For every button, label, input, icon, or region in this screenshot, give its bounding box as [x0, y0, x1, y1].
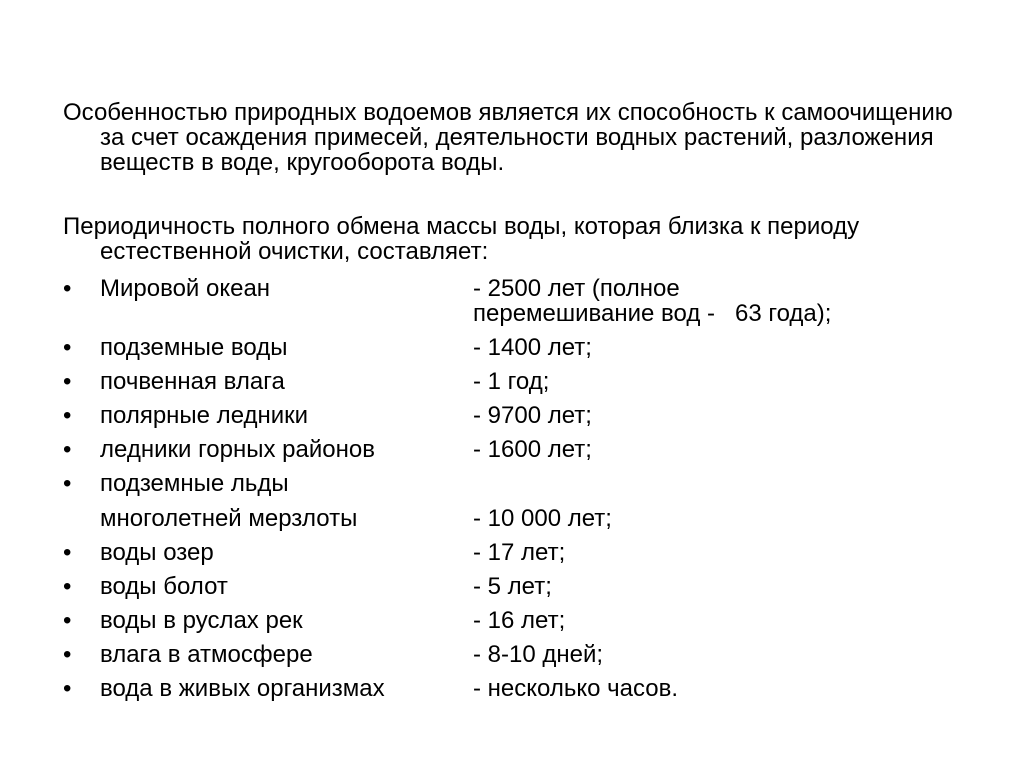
item-name: многолетней мерзлоты	[100, 505, 358, 532]
bullet-icon: •	[63, 607, 72, 634]
item-name: влага в атмосфере	[100, 641, 313, 668]
item-value: - 10 000 лет;	[473, 505, 612, 532]
bullet-icon: •	[63, 539, 72, 566]
item-name: вода в живых организмах	[100, 675, 385, 702]
item-value-line: - 2500 лет (полное	[473, 275, 680, 302]
item-name: воды озер	[100, 539, 214, 566]
item-value: - 17 лет;	[473, 539, 566, 566]
list-item	[63, 403, 963, 428]
item-value: - 8-10 дней;	[473, 641, 604, 668]
list-item	[63, 574, 963, 599]
list-item	[63, 471, 963, 496]
item-name: полярные ледники	[100, 402, 309, 429]
item-name: подземные льды	[100, 470, 289, 497]
item-name: почвенная влага	[100, 368, 285, 395]
bullet-icon: •	[63, 641, 72, 668]
bullet-icon: •	[63, 402, 72, 429]
list-item	[63, 335, 963, 360]
item-value: - 16 лет;	[473, 607, 566, 634]
item-value-line: перемешивание вод - 63 года);	[473, 300, 832, 327]
item-value: - несколько часов.	[473, 675, 679, 702]
item-name: воды в руслах рек	[100, 607, 303, 634]
bullet-icon: •	[63, 675, 72, 702]
bullet-icon: •	[63, 275, 72, 302]
list-item	[63, 369, 963, 394]
bullet-icon: •	[63, 436, 72, 463]
item-value: - 1400 лет;	[473, 334, 592, 361]
item-name: подземные воды	[100, 334, 288, 361]
item-value	[473, 276, 963, 326]
list-item	[63, 642, 963, 667]
bullet-icon: •	[63, 470, 72, 497]
water-exchange-list	[63, 276, 963, 710]
item-name: воды болот	[100, 573, 228, 600]
bullet-icon: •	[63, 573, 72, 600]
item-value: - 9700 лет;	[473, 402, 592, 429]
list-item	[63, 540, 963, 565]
list-item	[63, 276, 963, 326]
item-value: - 1600 лет;	[473, 436, 592, 463]
item-value: - 1 год;	[473, 368, 550, 395]
list-item	[63, 608, 963, 633]
period-paragraph: Периодичность полного обмена массы воды, которая близка к периоду естественной очистки, составляет:	[63, 213, 860, 265]
list-item	[63, 437, 963, 462]
item-name: ледники горных районов	[100, 436, 375, 463]
item-value: - 5 лет;	[473, 573, 552, 600]
list-item	[63, 676, 963, 701]
bullet-icon: •	[63, 368, 72, 395]
intro-paragraph: Особенностью природных водоемов является их способность к самоочищению за счет осаждения примесей, деятельности водных растений, разложения веществ в воде, кругооборота воды.	[63, 99, 953, 176]
list-item	[63, 506, 963, 531]
bullet-icon: •	[63, 334, 72, 361]
item-name: Мировой океан	[100, 275, 271, 302]
